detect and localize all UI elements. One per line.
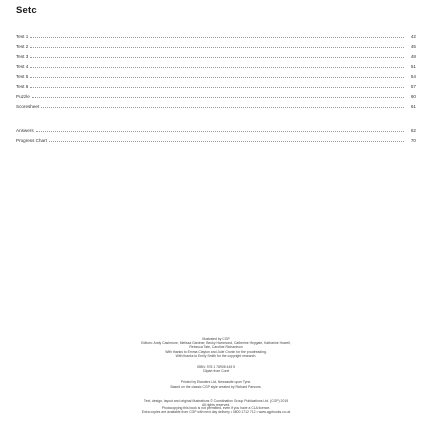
illustrator-credit: Illustrated by CGP	[202, 337, 230, 341]
dot-leader	[49, 140, 404, 142]
editors-credit: Editors: Andy Cashmore, Melissa Gardner, Becky Hammond, Catherine Heygate, Katharine Howell,	[141, 341, 291, 346]
printer-credit: Printed by Elanders Ltd, Newcastle upon Tyne.	[180, 380, 252, 385]
contents-entry-scoresheet[interactable]	[16, 99, 416, 109]
entry-label: Puzzle	[16, 94, 30, 99]
entry-label: Progress Chart	[16, 138, 47, 143]
imprint-block	[40, 337, 392, 407]
rights-notice: Text, design, layout and original illustrations © Coordination Group Publications Ltd. (CGP) 2019	[143, 398, 289, 403]
entry-page-number: 70	[410, 138, 416, 143]
entry-page-number: 60	[410, 94, 416, 99]
entry-label: Test 4	[16, 64, 29, 69]
copyright-research-credit: With thanks to Emily Smith for the copyright research.	[175, 353, 257, 358]
page-title: Setc	[16, 5, 37, 16]
clipart-credit: Clipart from Corel	[202, 369, 230, 374]
entry-label: Test 3	[16, 54, 29, 59]
entry-label: Test 1	[16, 34, 29, 39]
contents-entry-test-1[interactable]	[16, 29, 416, 39]
dot-leader	[30, 36, 404, 38]
dot-leader	[41, 106, 404, 108]
entry-page-number: 57	[410, 84, 416, 89]
photocopy-notice: Photocopying this book is not permitted, even if you have a CLA licence.	[161, 406, 271, 410]
entry-page-number: 48	[410, 54, 416, 59]
entry-page-number: 61	[410, 104, 416, 109]
proofreading-credit: With thanks to Emma Clayton and Julie Cronin for the proofreading.	[165, 349, 267, 354]
editors-credit-continued: Rebecca Tate, Caroline Richardson	[189, 345, 243, 350]
entry-page-number: 54	[410, 74, 416, 79]
dot-leader	[30, 86, 404, 88]
style-credit: Based on the classic CGP style created by Richard Parsons.	[170, 384, 262, 389]
contents-entry-test-5[interactable]	[16, 69, 416, 79]
copyright-footer	[40, 406, 392, 414]
entry-label: Answers	[16, 128, 34, 133]
dot-leader	[36, 130, 404, 132]
contents-entry-test-3[interactable]	[16, 49, 416, 59]
entry-page-number: 62	[410, 128, 416, 133]
entry-label: Test 6	[16, 84, 29, 89]
dot-leader	[30, 56, 404, 58]
contents-entry-progress-chart[interactable]	[16, 133, 416, 143]
entry-page-number: 51	[410, 64, 416, 69]
entry-page-number: 45	[410, 44, 416, 49]
contents-entry-test-4[interactable]	[16, 59, 416, 69]
contents-entry-test-6[interactable]	[16, 79, 416, 89]
dot-leader	[30, 66, 404, 68]
extra-copies-notice: Extra copies are available from CGP with next day delivery • 0800 1712 712 • www.cgpbooks.co.uk	[141, 410, 291, 415]
contents-entry-answers[interactable]	[16, 123, 416, 133]
contents-entry-puzzle[interactable]	[16, 89, 416, 99]
rights-reserved: All rights reserved.	[201, 403, 231, 408]
entry-label: Test 5	[16, 74, 29, 79]
dot-leader	[30, 76, 404, 78]
entry-page-number: 42	[410, 34, 416, 39]
isbn: ISBN: 978 1 78908 445 5	[196, 365, 236, 370]
contents-entry-test-2[interactable]	[16, 39, 416, 49]
dot-leader	[32, 96, 404, 98]
entry-label: Scoresheet	[16, 104, 40, 109]
dot-leader	[30, 46, 404, 48]
entry-label: Test 2	[16, 44, 29, 49]
